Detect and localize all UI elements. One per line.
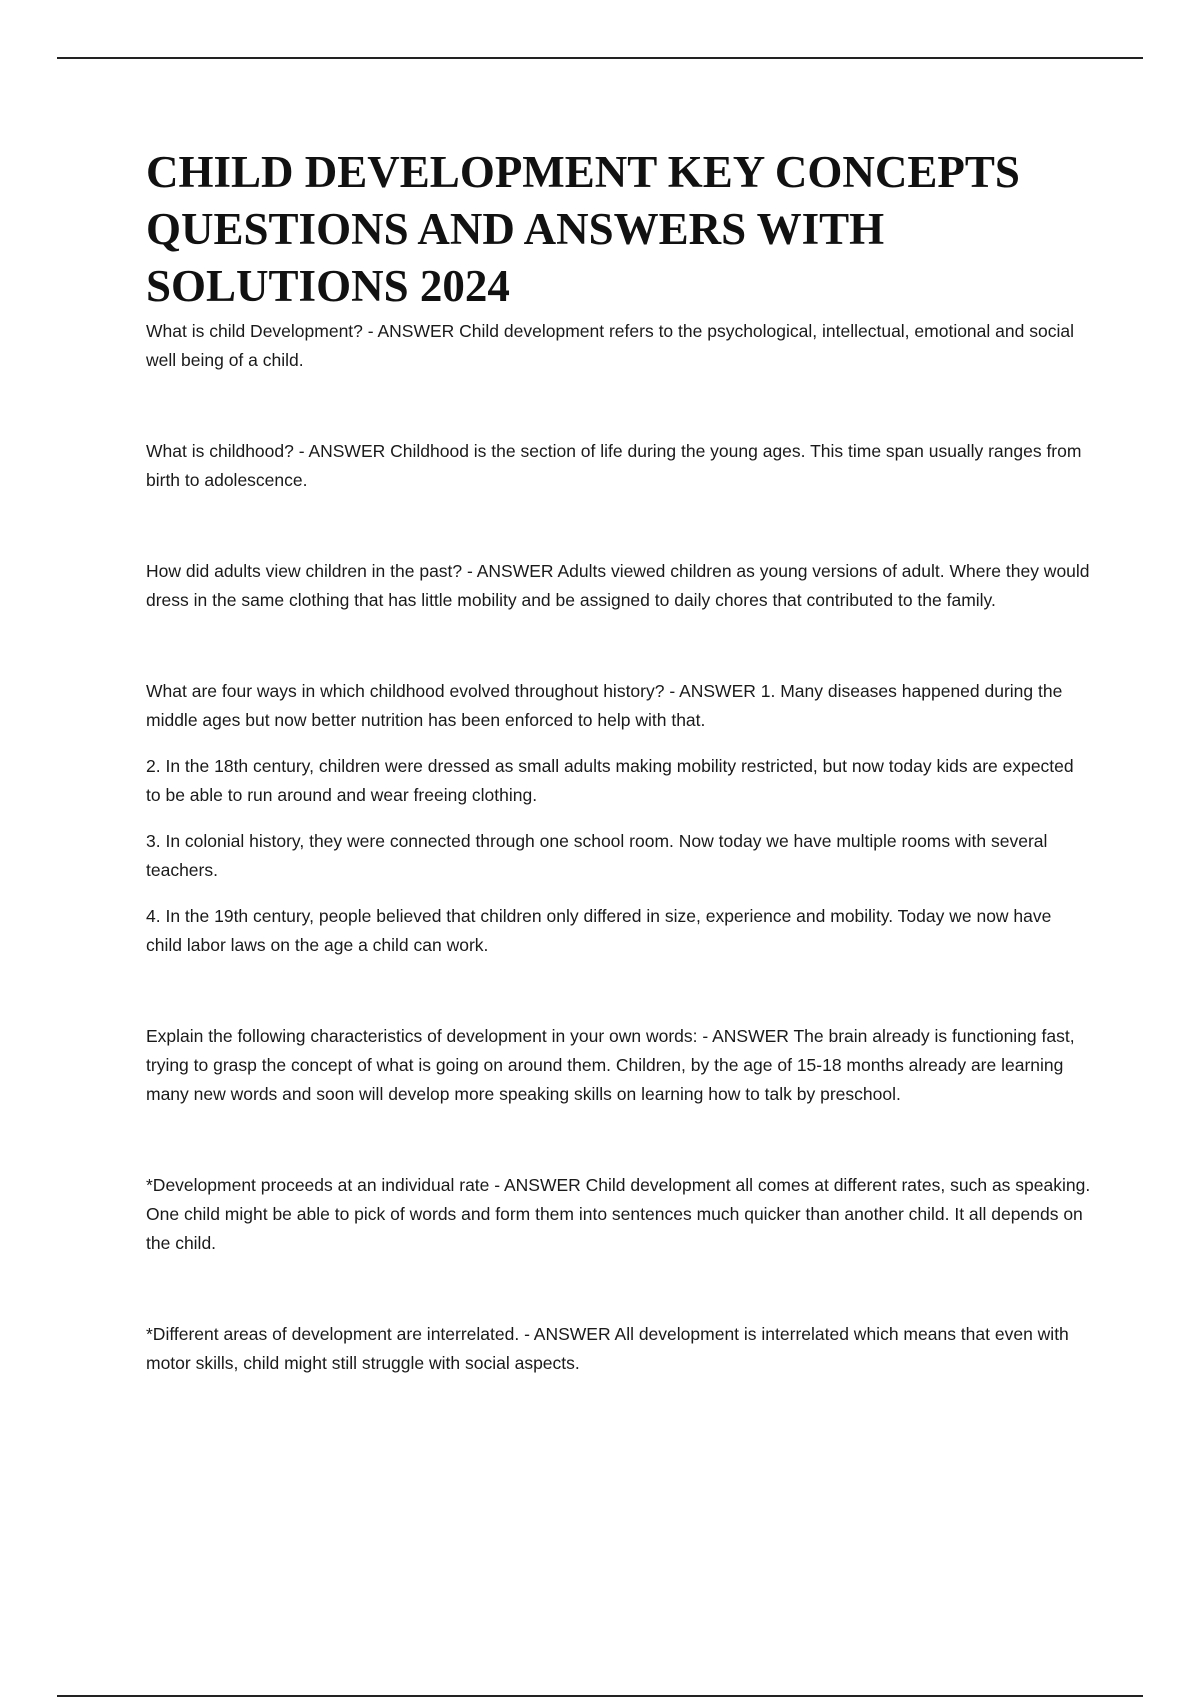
top-divider — [57, 57, 1143, 59]
qa-entry-characteristics: Explain the following characteristics of development in your own words: - ANSWER The brain already is functioning fast, trying to grasp the concept of what is going on around them. Children, by the age of 15-18 months already are learning many new words and soon will develop more speaking skills on learning how to talk by preschool. — [146, 1026, 1075, 1104]
document-title: CHILD DEVELOPMENT KEY CONCEPTS QUESTIONS AND ANSWERS WITH SOLUTIONS 2024 — [146, 147, 1020, 311]
qa-entry-adults-view-children: How did adults view children in the past? - ANSWER Adults viewed children as young versions of adult. Where they would dress in the same clothing that has little mobility and be assigned to daily chores that contributed to the family. — [146, 561, 1090, 610]
qa-entry-individual-rate: *Development proceeds at an individual rate - ANSWER Child development all comes at different rates, such as speaking. One child might be able to pick of words and form them into sentences much quicker than another child. It all depends on the child. — [146, 1175, 1091, 1253]
document-body — [146, 144, 1091, 1378]
qa-entry-child-development: What is child Development? - ANSWER Child development refers to the psychological, intellectual, emotional and social well being of a child. — [146, 321, 1074, 370]
qa-entry-childhood-evolved: What are four ways in which childhood evolved throughout history? - ANSWER 1. Many diseases happened during the middle ages but now better nutrition has been enforced to help with that. — [146, 681, 1063, 730]
qa-entry-evolved-point-2: 2. In the 18th century, children were dressed as small adults making mobility restricted, but now today kids are expected to be able to run around and wear freeing clothing. — [146, 756, 1074, 805]
qa-entry-evolved-point-4: 4. In the 19th century, people believed that children only differed in size, experience and mobility. Today we now have child labor laws on the age a child can work. — [146, 906, 1052, 955]
qa-entry-interrelated: *Different areas of development are interrelated. - ANSWER All development is interrelated which means that even with motor skills, child might still struggle with social aspects. — [146, 1324, 1069, 1373]
qa-entry-evolved-point-3: 3. In colonial history, they were connected through one school room. Now today we have multiple rooms with several teachers. — [146, 831, 1048, 880]
qa-entry-childhood: What is childhood? - ANSWER Childhood is the section of life during the young ages. This time span usually ranges from birth to adolescence. — [146, 441, 1082, 490]
bottom-divider — [57, 1695, 1143, 1697]
